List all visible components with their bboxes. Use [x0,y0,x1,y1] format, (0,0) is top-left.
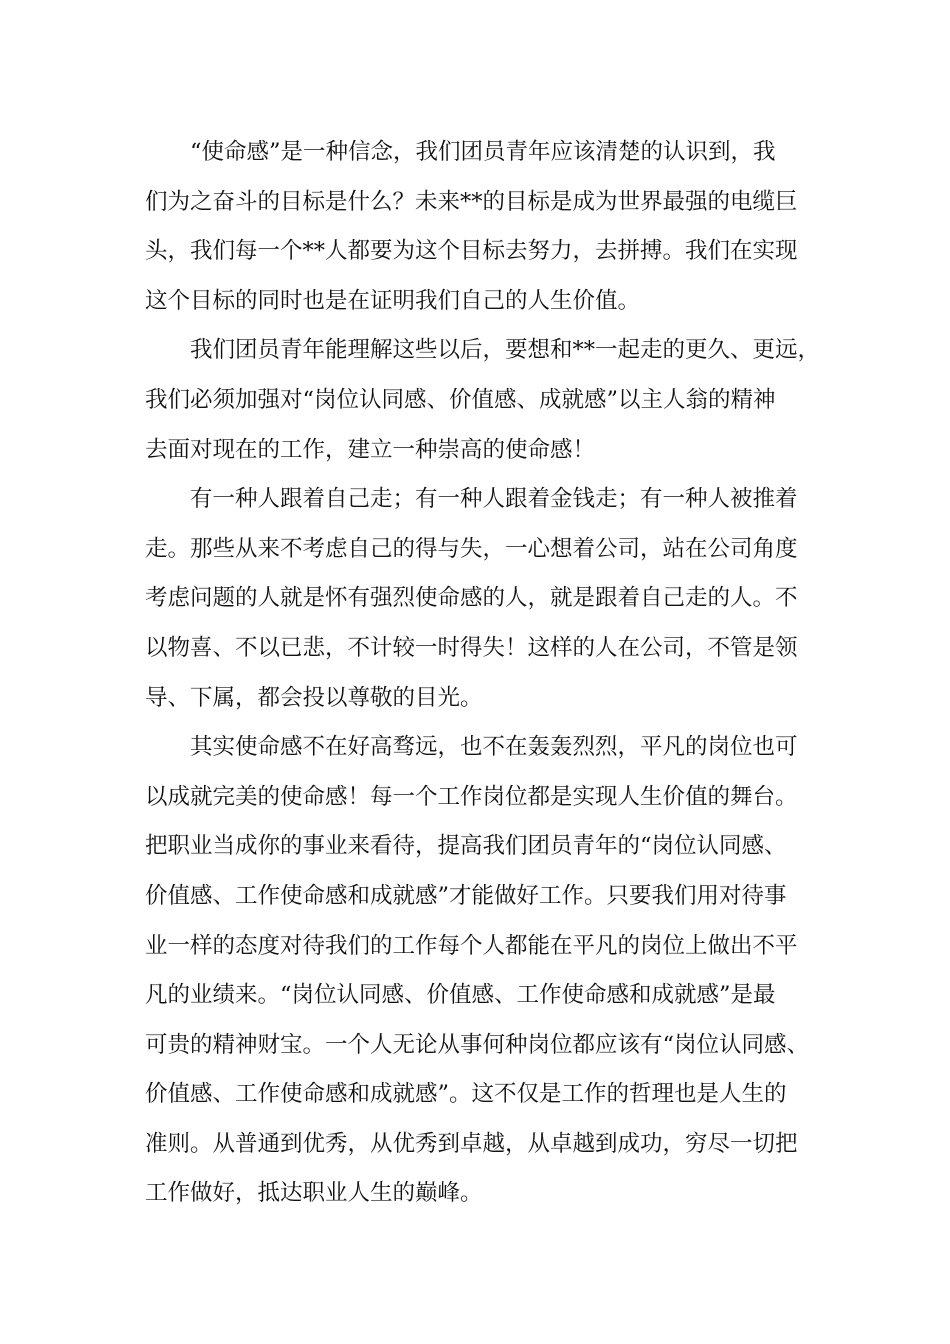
paragraph-line: 工作做好，抵达职业人生的巅峰。 [145,1180,483,1207]
paragraph-line: 业一样的态度对待我们的工作每个人都能在平凡的岗位上做出不平 [145,932,798,959]
paragraph-line: 我们必须加强对“岗位认同感、价值感、成就感”以主人翁的精神 [145,386,776,413]
paragraph-line: 考虑问题的人就是怀有强烈使命感的人，就是跟着自己走的人。不 [145,585,798,612]
paragraph-line: 准则。从普通到优秀，从优秀到卓越，从卓越到成功，穷尽一切把 [145,1130,798,1157]
paragraph-3 [145,475,810,723]
paragraph-line: 价值感、工作使命感和成就感”才能做好工作。只要我们用对待事 [145,882,787,909]
paragraph-line: 头，我们每一个**人都要为这个目标去努力，去拼搏。我们在实现 [145,238,798,265]
paragraph-line: 们为之奋斗的目标是什么？未来**的目标是成为世界最强的电缆巨 [145,188,798,215]
paragraph-line: 可贵的精神财宝。一个人无论从事何种岗位都应该有“岗位认同感、 [145,1031,810,1058]
paragraph-line: 去面对现在的工作，建立一种崇高的使命感！ [145,436,596,463]
paragraph-2 [145,326,821,475]
paragraph-line: 导、下属，都会投以尊敬的目光。 [145,684,483,711]
paragraph-line: 以物喜、不以已悲，不计较一时得失！这样的人在公司，不管是领 [145,634,798,661]
document-body [145,128,821,1219]
paragraph-line: 这个目标的同时也是在证明我们自己的人生价值。 [145,287,641,314]
paragraph-line: 把职业当成你的事业来看待，提高我们团员青年的“岗位认同感、 [145,833,787,860]
paragraph-line: 价值感、工作使命感和成就感”。这不仅是工作的哲理也是人生的 [145,1081,787,1108]
paragraph-4 [145,723,810,1219]
paragraph-line: 走。那些从来不考虑自己的得与失，一心想着公司，站在公司角度 [145,535,798,562]
paragraph-line: “使命感”是一种信念，我们团员青年应该清楚的认识到，我 [190,139,776,165]
paragraph-line: 凡的业绩来。“岗位认同感、价值感、工作使命感和成就感”是最 [145,982,776,1009]
paragraph-line: 我们团员青年能理解这些以后，要想和**一起走的更久、更远， [190,337,821,364]
paragraph-line: 以成就完美的使命感！每一个工作岗位都是实现人生价值的舞台。 [145,783,798,810]
paragraph-line: 其实使命感不在好高骛远，也不在轰轰烈烈，平凡的岗位也可 [190,734,798,761]
paragraph-line: 有一种人跟着自己走；有一种人跟着金钱走；有一种人被推着 [190,486,798,513]
paragraph-1 [145,128,810,326]
